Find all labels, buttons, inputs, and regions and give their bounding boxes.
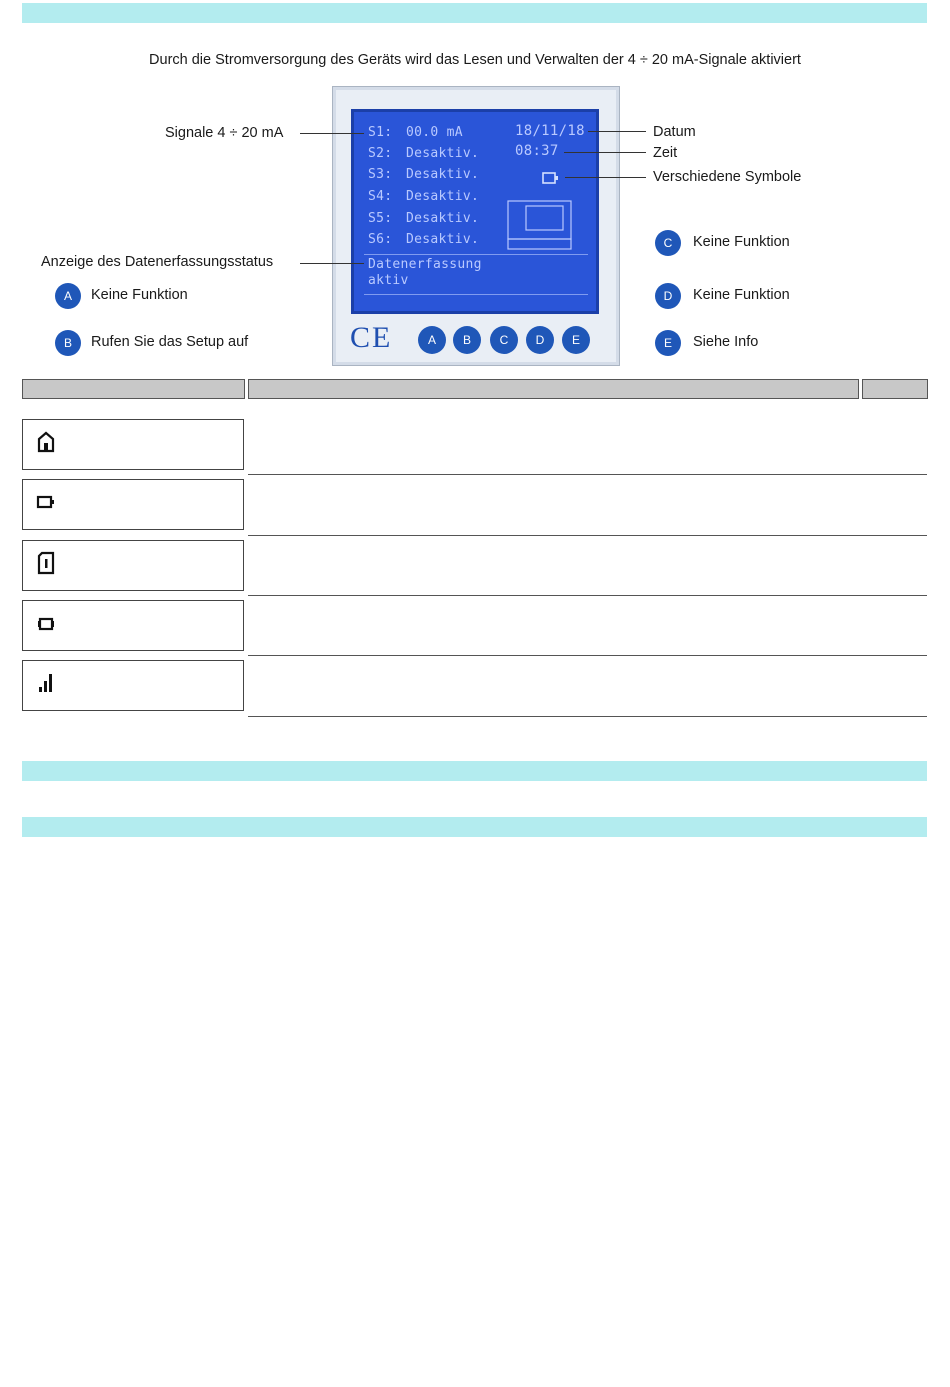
callout-line: [564, 152, 646, 153]
lcd-date: 18/11/18: [515, 123, 585, 139]
table-row: [22, 479, 244, 530]
lcd-channel: S1:: [368, 125, 393, 140]
button-a[interactable]: A: [418, 326, 446, 354]
lcd-channel: S6:: [368, 232, 393, 247]
lcd-channel: S2:: [368, 146, 393, 161]
section-band: [22, 817, 927, 837]
lcd-value: Desaktiv.: [406, 211, 480, 226]
battery-icon: [542, 171, 560, 185]
sd-card-icon: [36, 551, 56, 575]
lcd-value: Desaktiv.: [406, 146, 480, 161]
callout-symbols: Verschiedene Symbole: [653, 169, 802, 185]
table-row: [22, 660, 244, 711]
button-e[interactable]: E: [562, 326, 590, 354]
legend-c: Keine Funktion: [693, 234, 790, 250]
table-header-cell: [248, 379, 859, 399]
table-row: [22, 600, 244, 651]
row-divider: [248, 655, 927, 656]
lcd-time: 08:37: [515, 143, 559, 159]
legend-b: Rufen Sie das Setup auf: [91, 334, 249, 350]
lcd-value: 00.0 mA: [406, 125, 463, 140]
button-b[interactable]: B: [453, 326, 481, 354]
signal-bars-icon: [36, 671, 56, 695]
legend-button-c: C: [655, 230, 681, 256]
callout-signals: Signale 4 ÷ 20 mA: [165, 125, 284, 141]
lcd-channel: S3:: [368, 167, 393, 182]
lcd-value: Desaktiv.: [406, 167, 480, 182]
frame-icon: [36, 611, 56, 635]
ce-mark: CE: [350, 321, 393, 354]
callout-line: [300, 263, 364, 264]
lcd-status-line: Datenerfassung: [368, 257, 482, 272]
lcd-value: Desaktiv.: [406, 189, 480, 204]
table-row: [22, 540, 244, 591]
legend-e: Siehe Info: [693, 334, 759, 350]
legend-button-b: B: [55, 330, 81, 356]
row-divider: [248, 535, 927, 536]
section-band-top: [22, 3, 927, 23]
button-c[interactable]: C: [490, 326, 518, 354]
lcd-separator: [364, 294, 588, 295]
legend-a: Keine Funktion: [91, 287, 188, 303]
callout-time: Zeit: [653, 145, 678, 161]
lcd-value: Desaktiv.: [406, 232, 480, 247]
callout-line: [565, 177, 646, 178]
legend-d: Keine Funktion: [693, 287, 790, 303]
table-header-cell: [862, 379, 928, 399]
lcd-status-line: aktiv: [368, 273, 409, 288]
table-header-cell: [22, 379, 245, 399]
button-d[interactable]: D: [526, 326, 554, 354]
battery-icon: [36, 490, 56, 514]
legend-button-e: E: [655, 330, 681, 356]
lcd-channel: S4:: [368, 189, 393, 204]
window-graphic: [507, 200, 573, 252]
lcd-channel: S5:: [368, 211, 393, 226]
section-band: [22, 761, 927, 781]
row-divider: [248, 716, 927, 717]
lcd-separator: [364, 254, 588, 255]
row-divider: [248, 474, 927, 475]
table-row: [22, 419, 244, 470]
callout-date: Datum: [653, 124, 696, 140]
legend-button-d: D: [655, 283, 681, 309]
home-icon: [36, 430, 56, 454]
callout-status: Anzeige des Datenerfassungsstatus: [41, 254, 274, 270]
legend-button-a: A: [55, 283, 81, 309]
callout-line: [300, 133, 364, 134]
row-divider: [248, 595, 927, 596]
intro-text: Durch die Stromversorgung des Geräts wird das Lesen und Verwalten der 4 ÷ 20 mA-Signale aktiviert: [149, 52, 801, 68]
callout-line: [588, 131, 646, 132]
